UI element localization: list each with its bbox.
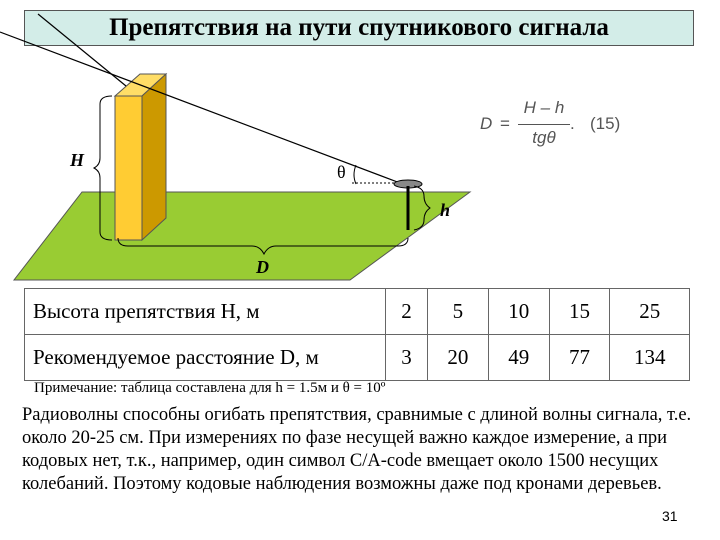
formula-dot: . [570,114,575,133]
label-H: H [70,150,85,170]
table-cell: 3 [386,335,428,381]
signal-ray-upper [38,14,126,86]
formula-numerator: H – h [523,98,565,117]
ground-plane [14,192,470,280]
body-paragraph: Радиоволны способны огибать препятствия, сравнимые с длиной волны сигнала, т.е. около 20-25 см. При измерениях по фазе несущей важно каждое измерение, а при кодовых нет, т.к., например, один символ C/A-code вмещает около 1500 несущих колебаний. Поэтому кодовые наблюдения возможны даже под кронами деревьев. [22,405,692,494]
formula-eq: = [500,114,510,133]
page-number: 31 [662,508,678,524]
table-cell: 10 [488,289,549,335]
table-cell: 25 [610,289,690,335]
signal-ray [0,32,408,186]
distance-table [24,288,690,381]
table-cell: 20 [428,335,489,381]
formula-denominator: tgθ [532,128,556,147]
table-note: Примечание: таблица составлена для h = 1.5м и θ = 10º [34,380,386,396]
label-D: D [256,257,269,277]
angle-arc [354,165,356,184]
table-row-header: Высота препятствия H, м [25,289,386,335]
slide-title: Препятствия на пути спутникового сигнала [24,10,694,46]
building-front [115,96,142,240]
formula-lhs: D [480,114,493,133]
table-row [25,289,690,335]
formula-bar [518,124,570,125]
table-cell: 77 [549,335,610,381]
formula-number: (15) [590,114,621,133]
table-cell: 2 [386,289,428,335]
table-cell: 134 [610,335,690,381]
label-h: h [440,200,451,220]
label-theta: θ [337,162,346,182]
table-row-header: Рекомендуемое расстояние D, м [25,335,386,381]
building-side [142,74,166,240]
table-cell: 5 [428,289,489,335]
formula [480,98,640,154]
table-cell: 15 [549,289,610,335]
table-cell: 49 [488,335,549,381]
table-row [25,335,690,381]
